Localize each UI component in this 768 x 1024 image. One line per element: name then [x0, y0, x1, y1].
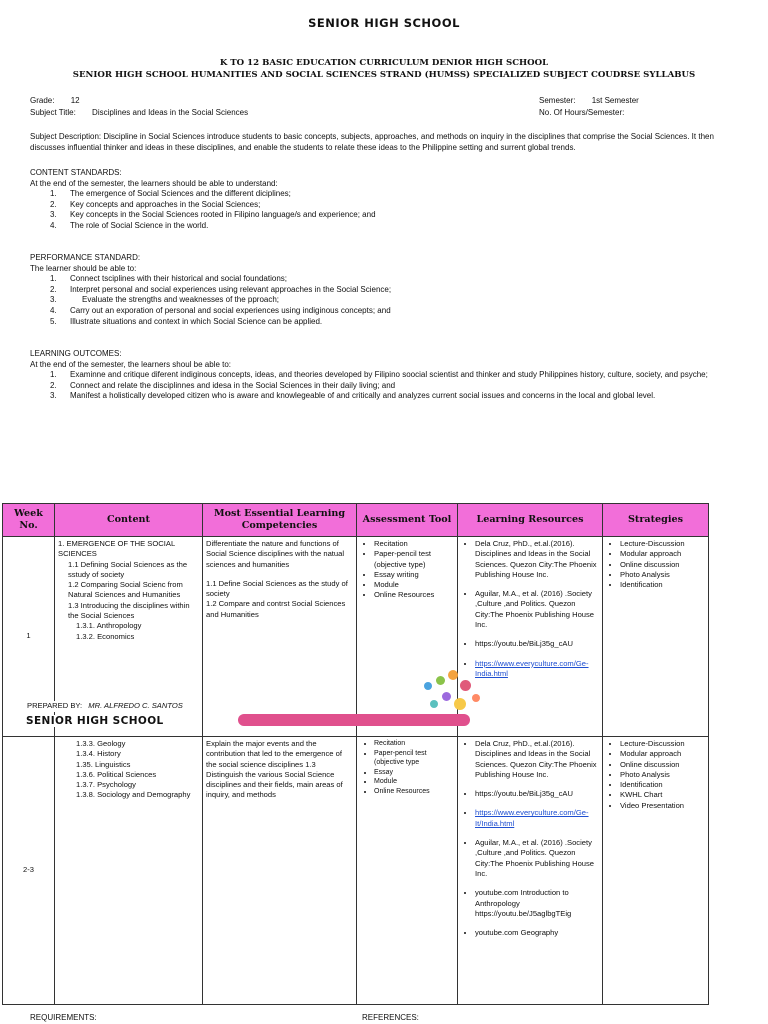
list-item: • Modular approach [620, 549, 705, 559]
list-item: 1. The emergence of Social Sciences and the different diciplines; [50, 189, 291, 199]
list-item: 5. Illustrate situations and context in which Social Science can be applied. [50, 316, 323, 326]
semester-row [539, 96, 639, 107]
content-subtopic: 1.3.7. Psychology [76, 780, 136, 790]
list-item: 4. Carry out an exporation of personal and social experiences using indiginous concepts; and [50, 305, 391, 315]
strategies-cell [603, 537, 709, 737]
resource-link[interactable]: https://www.everyculture.com/Ge-India.html [475, 658, 589, 678]
column-header: Most Essential Learning Competencies [203, 504, 357, 537]
table-row [3, 737, 709, 1005]
prepared-by-label: PREPARED BY: [27, 701, 83, 710]
list-item: • Identification [620, 580, 705, 590]
list-item: • Identification [620, 780, 705, 790]
prepared-by-name: MR. ALFREDO C. SANTOS [88, 701, 183, 710]
competency-text: 1.1 Define Social Sciences as the study of society [206, 578, 348, 599]
competencies-cell: Explain the major events and the contribution that led to the emergence of the social science disciplines 1.3 Distinguish the various Social Science disciplines and their fields, main areas of inquiry, and methods [203, 737, 357, 1005]
content-standards-list [30, 189, 740, 231]
list-item: 2. Connect and relate the disciplinnes and idesa in the Social Sciences in their daily living; and [50, 380, 396, 390]
list-item: 2. Key concepts and approaches in the Social Sciences; [50, 199, 261, 209]
competency-text: 1.2 Compare and contrst Social Sciences and Humanities [206, 599, 346, 619]
column-header: Learning Resources [458, 504, 603, 537]
list-item: • Paper-pencil test (objective type [374, 749, 454, 768]
content-subtopic: 1.3.3. Geology [76, 739, 126, 748]
week-cell: 2-3 [3, 737, 55, 1005]
week-cell: 1 [3, 537, 55, 737]
list-item: • Online Resources [374, 590, 454, 600]
list-item: • Module [374, 580, 454, 590]
content-subtopic: 1.1 Defining Social Sciences as the sstudy of society [68, 559, 188, 579]
list-item: • Essay [374, 768, 454, 778]
subject-value: Disciplines and Ideas in the Social Sciences [92, 108, 249, 117]
list-item: 4. The role of Social Science in the world. [50, 220, 209, 230]
resource-link[interactable]: https://www.everyculture.com/Ge-It/India.html [475, 808, 589, 828]
list-item: • Modular approach [620, 749, 705, 759]
requirements-label: REQUIREMENTS: [30, 1013, 97, 1022]
list-item: 2. Interpret personal and social experiences using relevant approaches in the Social Science; [50, 284, 392, 294]
grade-label: Grade: [30, 96, 55, 105]
page-school-title: SENIOR HIGH SCHOOL [308, 16, 460, 30]
competencies-cell [203, 537, 357, 737]
assessment-cell [357, 737, 458, 1005]
decorative-dots-icon [420, 670, 500, 720]
learning-outcomes-heading: LEARNING OUTCOMES: [30, 349, 122, 358]
list-item: 3. Evaluate the strengths and weaknesses of the pproach; [50, 295, 280, 305]
references-label: REFERENCES: [362, 1013, 419, 1022]
content-subtopic: 1.2 Comparing Social Scienc from Natural Sciences and Humanities [68, 580, 183, 600]
content-standards-heading: CONTENT STANDARDS: [30, 168, 122, 177]
grade-value: 12 [70, 96, 80, 105]
list-item: • youtube.com Geography [475, 928, 599, 938]
list-item: • Aguilar, M.A., et al. (2016) .Society ,Culture ,and Politics. Quezon City:The Phoenix Publishing House Inc. [475, 589, 599, 630]
list-item: • https://youtu.be/BiLj35g_cAU [475, 639, 599, 649]
list-item: • Photo Analysis [620, 570, 705, 580]
list-item: • Dela Cruz, PhD., et.al.(2016). Disciplines and Ideas in the Social Sciences. Quezon City:The Phoenix Publishing House Inc. [475, 739, 599, 780]
learning-outcomes-section [30, 349, 742, 402]
list-item: 1. Examinne and critique diferent indiginous concepts, ideas, and theories developed by Filipino soocial scientist and thinker and study Philippines history, culture, society, and psyche; [50, 370, 708, 380]
semester-value: 1st Semester [591, 96, 639, 105]
list-item [475, 808, 599, 829]
semester-label: Semester: [539, 96, 576, 105]
list-item: • Aguilar, M.A., et al. (2016) .Society ,Culture ,and Politics. Quezon City:The Phoenix Publishing House Inc. [475, 838, 599, 879]
performance-standard-list [30, 274, 740, 327]
list-item: • Recitation [374, 739, 454, 749]
content-cell [55, 737, 203, 1005]
content-subtopic: 1.3.4. History [76, 749, 121, 759]
strategies-cell [603, 737, 709, 1005]
list-item: • Lecture-Discussion [620, 539, 705, 549]
list-item: • KWHL Chart [620, 790, 705, 800]
content-standards-intro: At the end of the semester, the learners should be able to understand: [30, 178, 278, 188]
subject-description: Subject Description: Discipline in Social Sciences introduce students to basic concepts, subjects, approaches, and methods on inquiry in the disciplines that comprise the Social Sciences. It then discusses influential thinker and ideas in these disciplines, and enable the students to relate these ideas to the Philippine setting and surrent global trends. [30, 132, 714, 152]
prepared-by [27, 701, 187, 712]
competency-text: Differentiate the nature and functions of Social Science disciplines with the natual sciences and humanities [206, 539, 345, 569]
list-item: • Video Presentation [620, 801, 705, 811]
grade-row [30, 96, 80, 107]
column-header: Strategies [603, 504, 709, 537]
list-item: • Online Resources [374, 787, 454, 797]
content-topic: 1. EMERGENCE OF THE SOCIAL SCIENCES [58, 539, 175, 559]
list-item: • Photo Analysis [620, 770, 705, 780]
performance-standard-heading: PERFORMANCE STANDARD: [30, 253, 141, 262]
list-item: • https://youtu.be/BiLj35g_cAU [475, 789, 599, 799]
table-header-row [3, 504, 709, 537]
list-item: 3. Manifest a holistically developed citizen who is aware and knowlegeable of and critically and analyzes current social issues and concerns in the local and global level. [50, 391, 656, 401]
content-subtopic: 1.3.8. Sociology and Demography [76, 790, 191, 800]
list-item: • Lecture-Discussion [620, 739, 705, 749]
content-standards-section [30, 168, 740, 232]
subject-row [30, 108, 248, 119]
list-item: • Dela Cruz, PhD., et.al.(2016). Disciplines and Ideas in the Social Sciences. Quezon City:The Phoenix Publishing House Inc. [475, 539, 599, 580]
list-item: • Online discussion [620, 760, 705, 770]
content-subtopic: 1.3.6. Political Sciences [76, 769, 157, 779]
footer-school-title: SENIOR HIGH SCHOOL [26, 715, 168, 727]
column-header: Assessment Tool [357, 504, 458, 537]
syllabus-table [2, 503, 709, 1005]
learning-outcomes-intro: At the end of the semester, the learners shoul be able to: [30, 359, 232, 369]
performance-standard-intro: The learner should be able to: [30, 263, 137, 273]
list-item: • youtube.com Introduction to Anthropology https://youtu.be/J5aglbgTEig [475, 888, 599, 919]
list-item: 1. Connect tsciplines with their historical and social foundations; [50, 274, 288, 284]
hours-label: No. Of Hours/Semester: [539, 108, 625, 117]
content-subtopic: 1.3.2. Economics [76, 631, 135, 641]
list-item: • Online discussion [620, 560, 705, 570]
resources-cell [458, 737, 603, 1005]
list-item: • Recitation [374, 539, 454, 549]
learning-outcomes-list [30, 370, 742, 402]
syllabus-title: SENIOR HIGH SCHOOL HUMANITIES AND SOCIAL SCIENCES STRAND (HUMSS) SPECIALIZED SUBJECT COUDRSE SYLLABUS [72, 70, 696, 80]
column-header: Content [55, 504, 203, 537]
list-item: • Essay writing [374, 570, 454, 580]
list-item: • Module [374, 777, 454, 787]
content-subtopic: 1.35. Linguistics [76, 759, 131, 769]
list-item: 3. Key concepts in the Social Sciences rooted in Filipino language/s and experience; and [50, 210, 376, 220]
list-item: • Paper-pencil test (objective type) [374, 549, 454, 570]
subject-label: Subject Title: [30, 108, 76, 117]
performance-standard-section [30, 253, 740, 327]
curriculum-title: K TO 12 BASIC EDUCATION CURRICULUM DENIOR HIGH SCHOOL [219, 58, 549, 68]
content-subtopic: 1.3 Introducing the disciplines within the Social Sciences [68, 600, 190, 621]
content-subtopic: 1.3.1. Anthropology [76, 621, 142, 631]
column-header: Week No. [3, 504, 55, 537]
